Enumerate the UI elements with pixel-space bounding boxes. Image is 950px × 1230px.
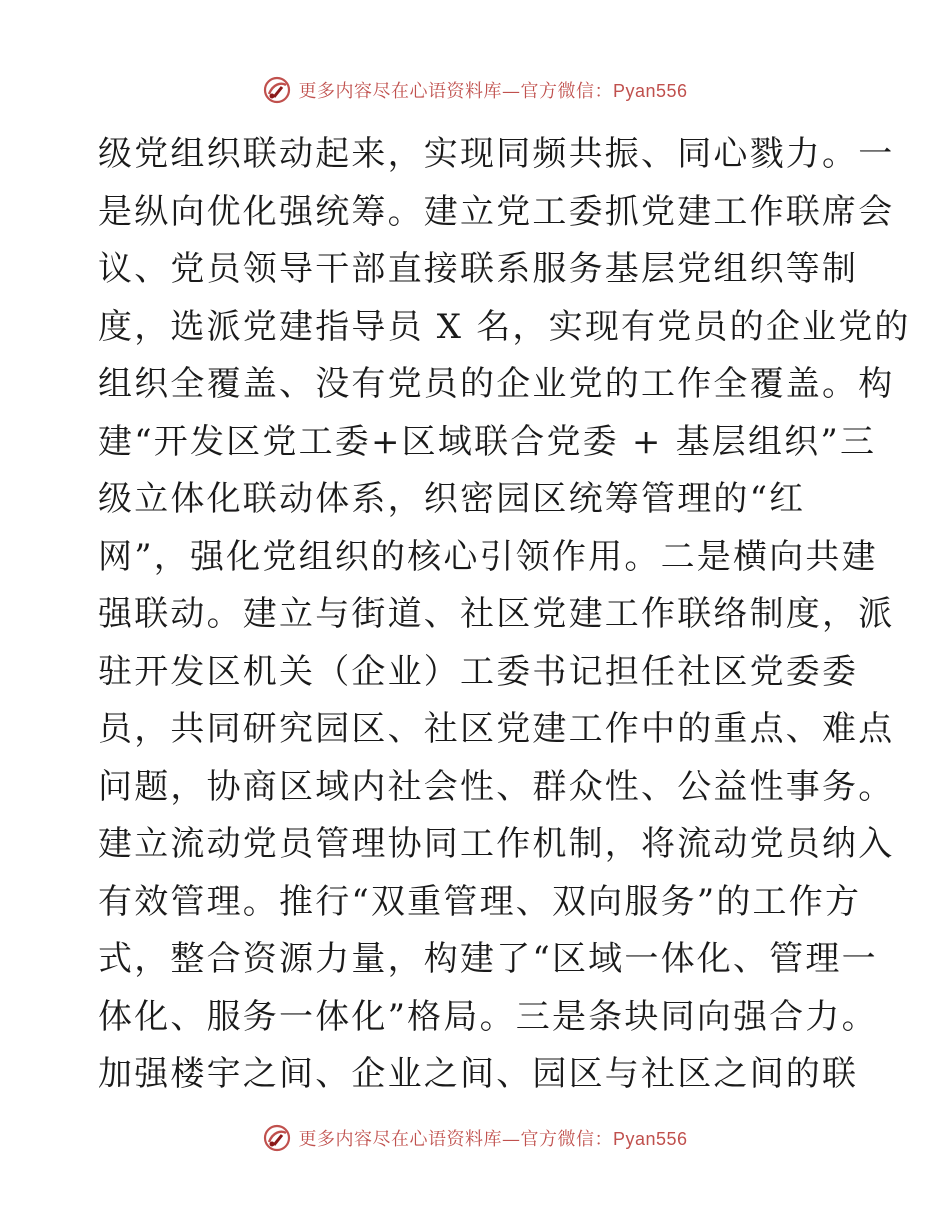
brand-logo-icon (262, 1123, 292, 1153)
body-line: 是纵向优化强统筹。建立党工委抓党建工作联席会 (98, 191, 895, 232)
body-line: 组织全覆盖、没有党员的企业党的工作全覆盖。构 (98, 364, 895, 404)
body-line: 体化、服务一体化”格局。三是条块同向强合力。 (98, 996, 878, 1037)
body-line: 建“开发区党工委+区域联合党委 + 基层组织”三 (98, 421, 877, 462)
body-line: 驻开发区机关（企业）工委书记担任社区党委委 (98, 651, 859, 692)
body-line: 加强楼宇之间、企业之间、园区与社区之间的联 (98, 1054, 859, 1094)
header-banner-text: 更多内容尽在心语资料库—官方微信：Pyan556 (298, 81, 688, 102)
body-line: 有效管理。推行“双重管理、双向服务”的工作方 (98, 881, 862, 922)
brand-logo-icon (262, 75, 292, 105)
header-banner (0, 72, 950, 108)
body-line: 度，选派党建指导员 X 名，实现有党员的企业党的 (98, 306, 911, 347)
document-body (98, 126, 911, 1104)
body-line: 强联动。建立与街道、社区党建工作联络制度，派 (98, 594, 895, 634)
body-line: 议、党员领导干部直接联系服务基层党组织等制 (98, 249, 859, 289)
footer-banner-text: 更多内容尽在心语资料库—官方微信：Pyan556 (298, 1129, 688, 1150)
body-line: 级党组织联动起来，实现同频共振、同心戮力。一 (98, 134, 895, 174)
body-line: 问题，协商区域内社会性、群众性、公益性事务。 (98, 766, 895, 807)
body-line: 网”，强化党组织的核心引领作用。二是横向共建 (98, 536, 878, 577)
body-line: 员，共同研究园区、社区党建工作中的重点、难点 (98, 709, 895, 749)
header-wechat-id: Pyan556 (612, 81, 688, 101)
body-line: 建立流动党员管理协同工作机制，将流动党员纳入 (98, 824, 895, 864)
body-line: 级立体化联动体系，织密园区统筹管理的“红 (98, 479, 806, 519)
footer-banner (0, 1120, 950, 1156)
body-line: 式，整合资源力量，构建了“区域一体化、管理一 (98, 939, 878, 979)
footer-wechat-id: Pyan556 (612, 1129, 688, 1149)
